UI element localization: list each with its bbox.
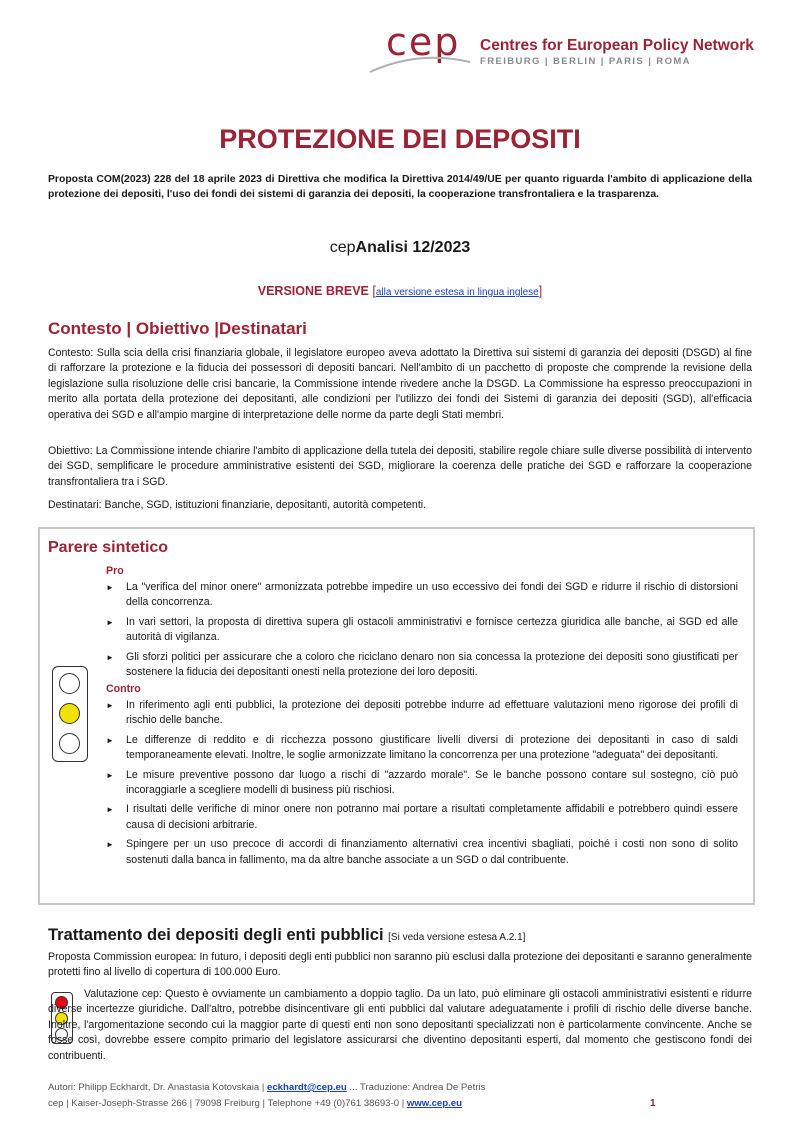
analisi-number <box>0 238 800 258</box>
org-cities: FREIBURG | BERLIN | PARIS | ROMA <box>480 56 691 67</box>
bullet-arrow-icon: ► <box>106 617 114 627</box>
pro-item-text: In vari settori, la proposta di direttiva supera gli ostacoli amministrativi e fornisce certezza giuridica alle banche, ai SGD ed alle autorità di vigilanza. <box>126 615 738 644</box>
obiettivo-paragraph <box>48 444 752 490</box>
valutazione-text: Questo è ovviamente un cambiamento a doppio taglio. Da un lato, può eliminare gli ostacoli amministrativi esistenti e ridurre diverse incertezze giuridiche. Dall'altro, potrebbe disincentivare gli enti pubblici dal valutare adeguatamente i profili di rischio delle diverse banche. Inoltre, l'argomentazione secondo cui la maggior parte di questi enti non sono depositanti specializzati non è particolarmente convincente. Anche se fosse così, dovrebbe essere compito primario del legislatore assicurarsi che diventino depositanti esperti, dal momento che gestiscono fondi dei contribuenti. <box>48 988 753 1062</box>
pro-item-text: La "verifica del minor onere" armonizzata potrebbe impedire un uso eccessivo dei fondi dei SGD e ridurre il rischio di distorsioni della concorrenza. <box>126 581 738 609</box>
traffic-light-middle-yellow <box>59 703 80 724</box>
contro-item-text: Le misure preventive possono dar luogo a rischi di "azzardo morale". Se le banche possono contare sul sostegno, ciò può incoraggiarle a scegliere modelli di business più rischiosi. <box>126 768 738 797</box>
contesto-label: Contesto: <box>48 347 94 359</box>
contro-item <box>106 698 738 729</box>
analisi-prefix: cep <box>329 239 356 256</box>
bracket-open: [ <box>372 284 376 298</box>
context-heading: Contesto | Obiettivo |Destinatari <box>48 319 307 338</box>
contro-item-text: Le differenze di reddito e di ricchezza possono giustificare livelli diversi di protezione dei depositanti in caso di saldi temporaneamente elevati. Inoltre, le soglie armonizzate limitano la concorrenza per una protezione "adeguata" dei depositanti. <box>126 733 738 762</box>
analisi-rest: Analisi 12/2023 <box>355 239 471 256</box>
bullet-arrow-icon: ► <box>106 805 114 815</box>
proposal-summary: Proposta COM(2023) 228 del 18 aprile 2023 di Direttiva che modifica la Direttiva 2014/49/UE per quanto riguarda l'ambito di applicazione della protezione dei depositi, l'uso dei fondi dei sistemi di garanzia dei depositi, la cooperazione transfrontaliera e la trasparenza. <box>48 174 752 201</box>
proposta-paragraph <box>48 950 752 981</box>
contro-label: Contro <box>106 683 141 695</box>
version-label: VERSIONE BREVE <box>257 284 369 298</box>
pro-item <box>106 650 738 681</box>
contro-item <box>106 802 738 833</box>
summary-heading: Parere sintetico <box>48 539 169 556</box>
website-link[interactable]: www.cep.eu <box>406 1098 462 1109</box>
traffic-light-top <box>59 673 80 694</box>
pro-list <box>106 580 738 684</box>
version-line <box>0 282 800 302</box>
footer <box>48 1080 752 1112</box>
contro-item-text: Spingere per un uso precoce di accordi di finanziamento alternativi crea incentivi sbagliati, poiché i costi non sono di solito sostenuti dalla banca in fallimento, ma da altre banche associate a un SGD o dal contribuente. <box>126 838 738 866</box>
contesto-text: Sulla scia della crisi finanziaria globale, il legislatore europeo aveva adottato la Direttiva sui sistemi di garanzia dei depositi (DSGD) al fine di rafforzare la protezione e la fiducia dei possessori di depositi bancari. Nell'ambito di un pacchetto di proposte che comprende la revisione della legislazione sulla risoluzione delle crisi bancarie, la Commissione intende rivedere anche la DSGD. La Commissione ha espresso preoccupazioni in merito alla portata della protezione dei depositanti, alle condizioni per l'utilizzo dei fondi dei Sistemi di garanzia dei depositi (SGD), all'efficacia operativa dei SGD e all'ampio margine di interpretazione delle norme da parte degli Stati membri. <box>48 347 752 421</box>
contro-list <box>106 698 738 872</box>
section-heading <box>48 924 525 949</box>
pro-item <box>106 615 738 646</box>
cep-logo-text: cep <box>386 20 461 64</box>
pro-label: Pro <box>106 565 124 577</box>
bullet-arrow-icon: ► <box>106 770 114 780</box>
contesto-paragraph <box>48 346 752 423</box>
org-name: Centres for European Policy Network <box>480 37 754 54</box>
destinatari-paragraph <box>48 498 752 513</box>
traffic-light-bottom <box>59 733 80 754</box>
bullet-arrow-icon: ► <box>106 652 114 662</box>
bullet-arrow-icon: ► <box>106 735 114 745</box>
footer-address-line <box>48 1096 752 1112</box>
page-title: PROTEZIONE DEI DEPOSITI <box>219 124 581 154</box>
contro-item-text: In riferimento agli enti pubblici, la protezione dei depositi potrebbe indurre ad effettuare valutazioni meno rigorose dei profili di rischio delle banche. <box>126 699 738 727</box>
footer-address: cep | Kaiser-Joseph-Strasse 266 | 79098 Freiburg | Telephone +49 (0)761 38693-0 | <box>48 1098 405 1109</box>
page-number: 1 <box>650 1098 656 1109</box>
obiettivo-label: Obiettivo: <box>48 445 93 457</box>
destinatari-text: Banche, SGD, istituzioni finanziarie, depositanti, autorità competenti. <box>101 499 427 511</box>
bullet-arrow-icon: ► <box>106 840 114 850</box>
pro-item-text: Gli sforzi politici per assicurare che a coloro che riciclano denaro non sia concessa la protezione dei depositi sono giustificati per sostenere la fiducia dei depositanti onesti nella protezione dei loro depositi. <box>126 650 738 679</box>
long-version-link[interactable]: alla versione estesa in lingua inglese <box>375 287 539 298</box>
footer-authors: Autori: Philipp Eckhardt, Dr. Anastasia Kotovskaia | <box>48 1082 265 1093</box>
traffic-light-icon <box>52 666 88 762</box>
contro-item <box>106 837 738 868</box>
valutazione-label: Valutazione cep: <box>84 988 162 1000</box>
footer-translation: ... Traduzione: Andrea De Petris <box>346 1082 486 1093</box>
bullet-arrow-icon: ► <box>106 701 114 710</box>
author-email-link[interactable]: eckhardt@cep.eu <box>267 1082 347 1093</box>
valutazione-paragraph <box>48 987 752 1064</box>
footer-authors-line <box>48 1080 752 1096</box>
contro-item <box>106 733 738 764</box>
destinatari-label: Destinatari: <box>48 499 102 511</box>
proposta-text: In futuro, i depositi degli enti pubblici non saranno più esclusi dalla protezione dei depositanti e saranno generalmente protetti fino al livello di copertura di 100.000 Euro. <box>48 951 752 979</box>
obiettivo-text: La Commissione intende chiarire l'ambito di applicazione della tutela dei depositi, stabilire regole chiare sulle diverse possibilità di intervento dei SGD, semplificare le procedure amministrative esistenti dei SGD, migliorare la coerenza delle pratiche dei SGD e rafforzare la cooperazione transfrontaliera tra i SGD. <box>48 445 752 488</box>
section-title: Trattamento dei depositi degli enti pubblici <box>48 926 384 944</box>
pro-item <box>106 580 738 611</box>
contro-item <box>106 768 738 799</box>
contro-item-text: I risultati delle verifiche di minor onere non potranno mai portare a risultati completamente affidabili e potrebbero quindi essere causa di decisioni arbitrarie. <box>126 803 738 831</box>
section-reference-note: [Si veda versione estesa A.2.1] <box>388 932 526 943</box>
logo-arc-icon <box>368 54 472 76</box>
bullet-arrow-icon: ► <box>106 583 114 592</box>
proposta-label: Proposta Commission europea: <box>48 951 197 963</box>
bracket-close: ] <box>538 284 543 298</box>
